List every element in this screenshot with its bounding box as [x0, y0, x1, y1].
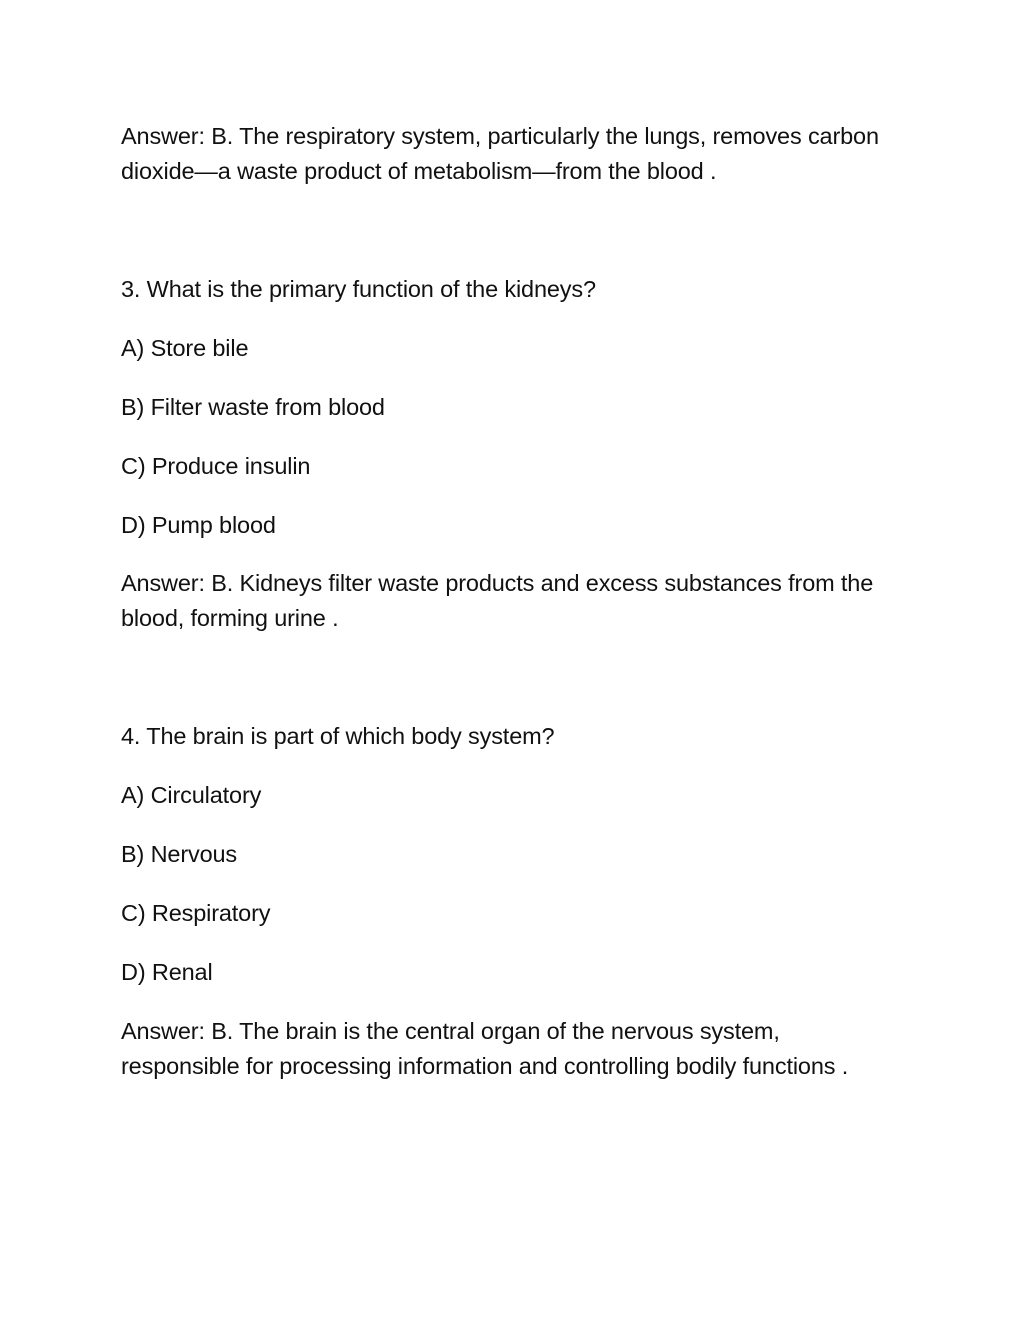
- question-4-option-c: C) Respiratory: [121, 900, 271, 926]
- question-3-option-d: D) Pump blood: [121, 512, 276, 538]
- answer-4: Answer: B. The brain is the central organ of the nervous system, responsible for processing information and controlling bodily functions .: [121, 1018, 849, 1079]
- answer-2: Answer: B. The respiratory system, particularly the lungs, removes carbon dioxide—a waste product of metabolism—from the blood .: [121, 123, 879, 184]
- question-3-option-a: A) Store bile: [121, 335, 249, 361]
- question-3-option-b: B) Filter waste from blood: [121, 394, 385, 420]
- question-3-option-c: C) Produce insulin: [121, 453, 311, 479]
- document-content: [121, 119, 901, 1084]
- question-4-prompt: 4. The brain is part of which body system?: [121, 723, 555, 749]
- question-4-option-a: A) Circulatory: [121, 782, 262, 808]
- question-4-option-d: D) Renal: [121, 959, 213, 985]
- answer-3: Answer: B. Kidneys filter waste products and excess substances from the blood, forming urine .: [121, 570, 874, 631]
- question-4-option-b: B) Nervous: [121, 841, 238, 867]
- question-3-prompt: 3. What is the primary function of the kidneys?: [121, 276, 596, 302]
